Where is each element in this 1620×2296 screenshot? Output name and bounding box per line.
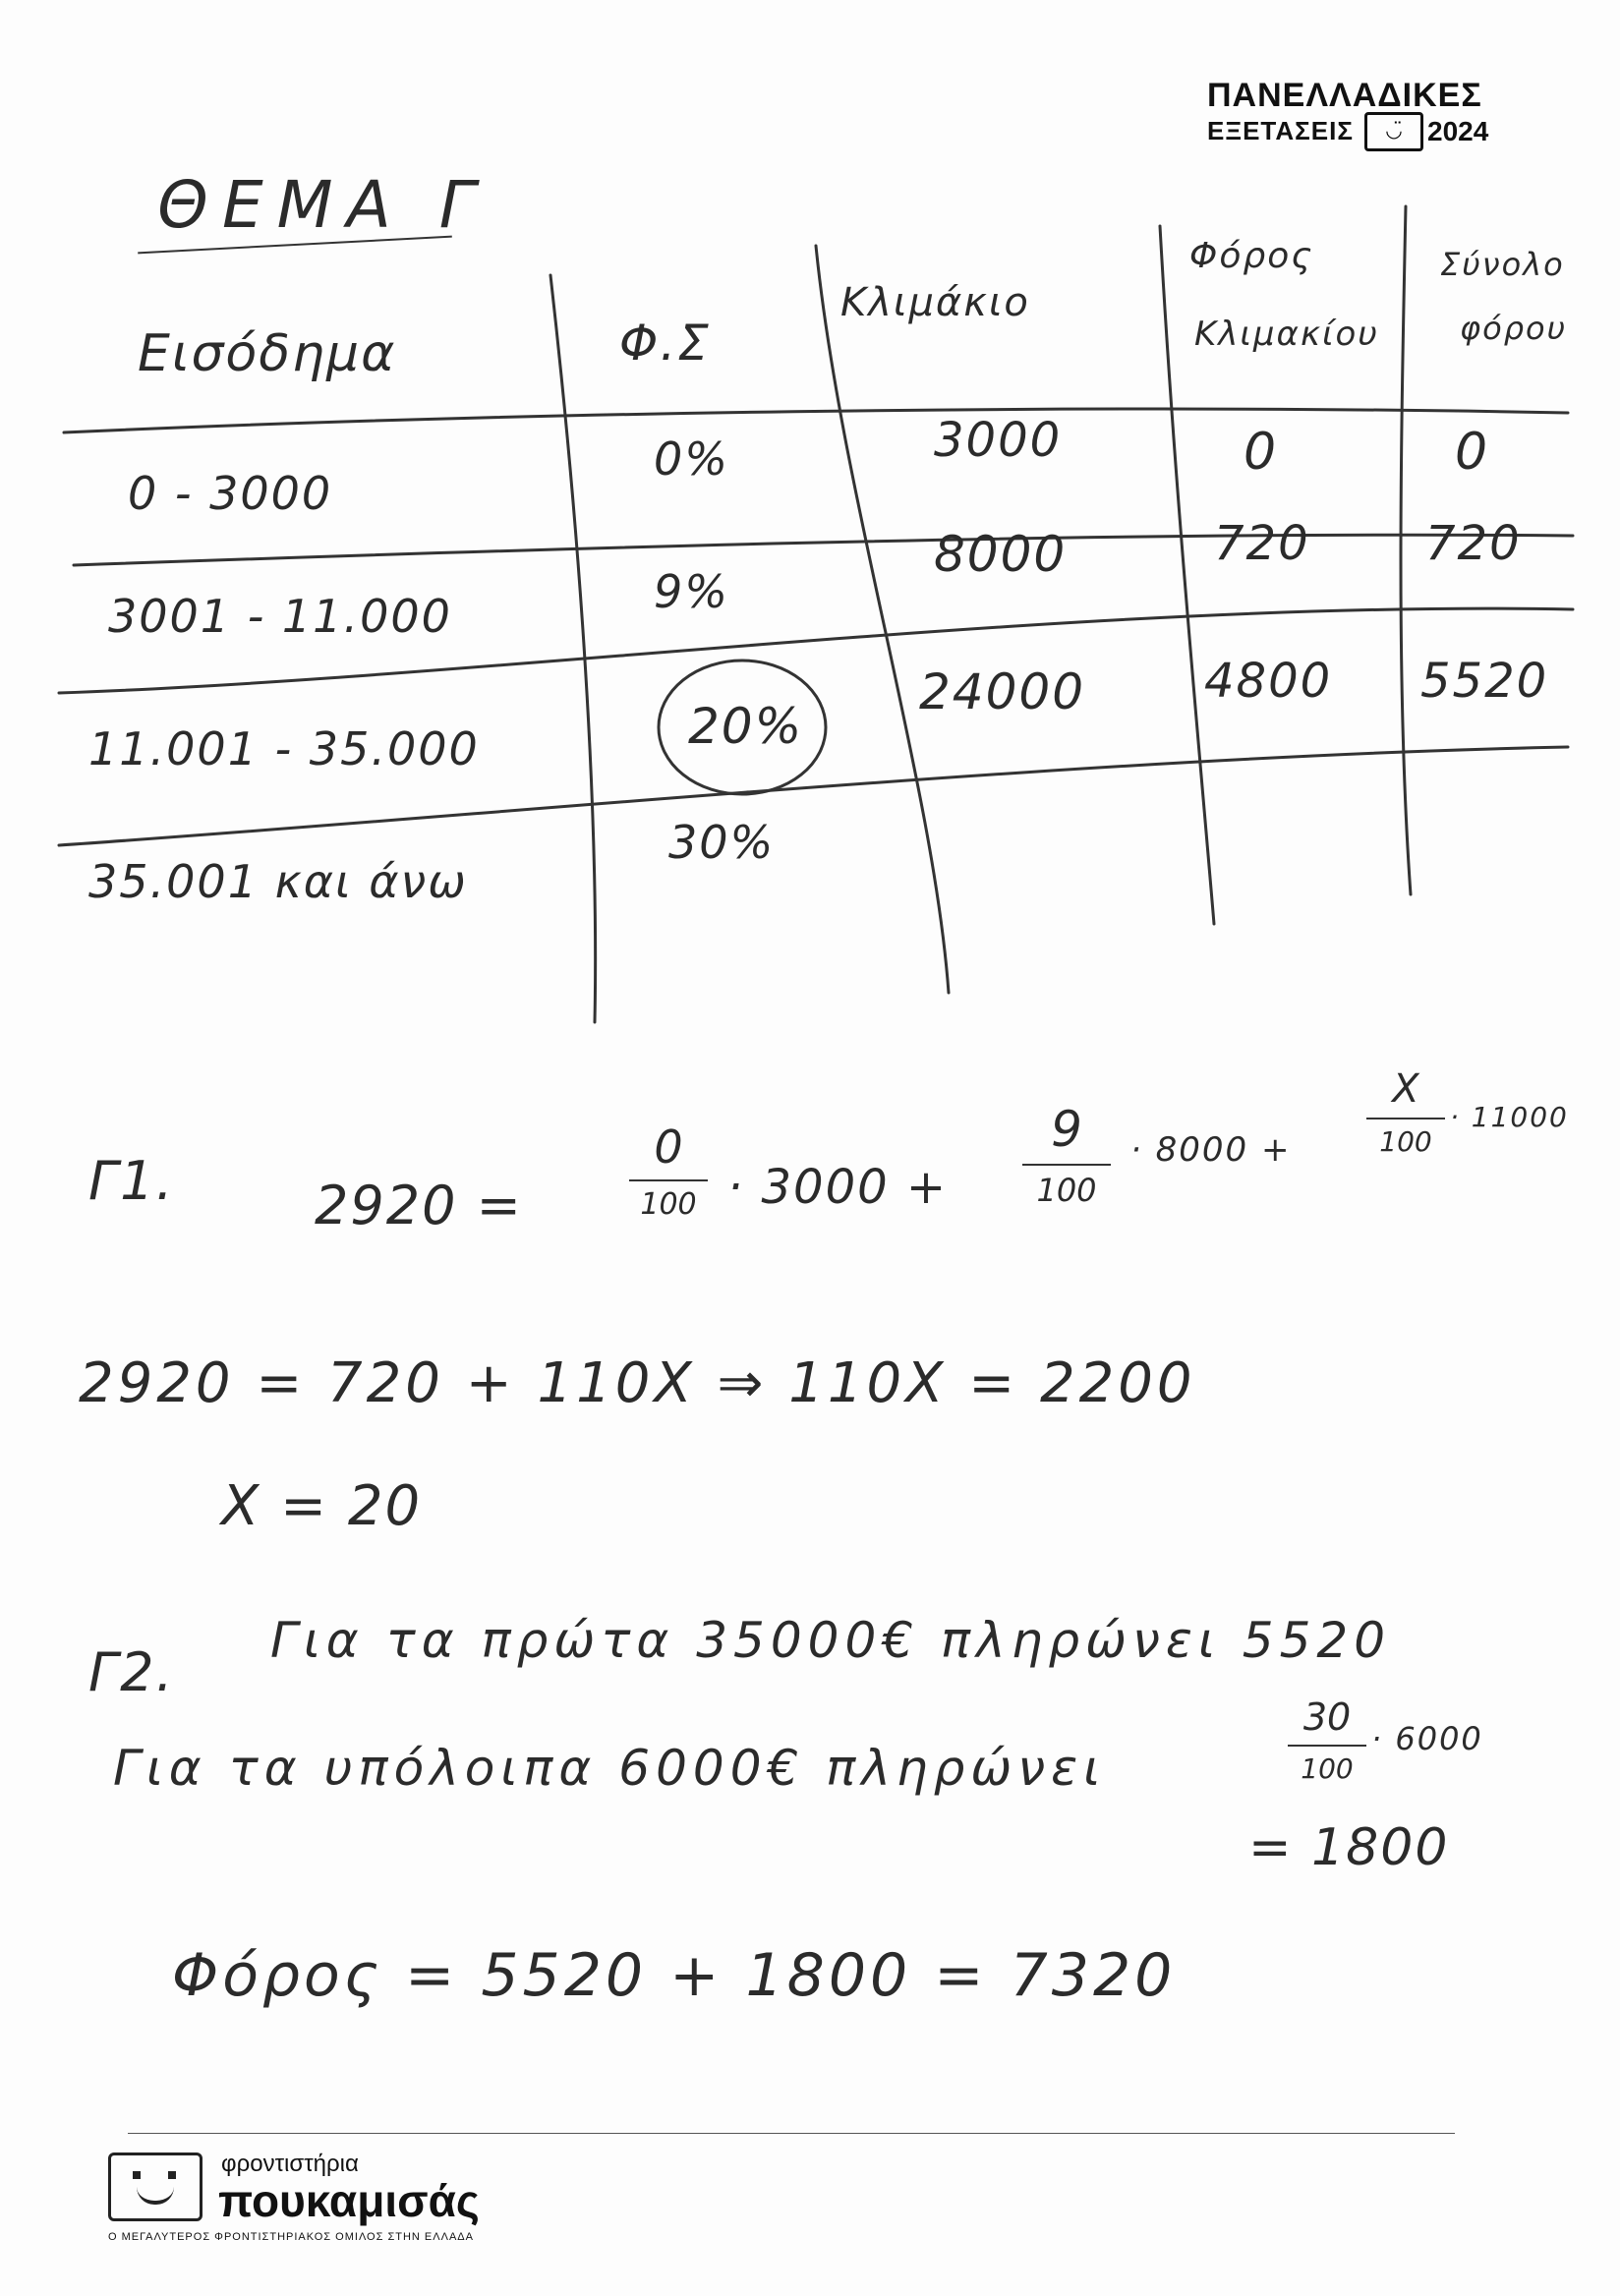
g1-fraction-2 <box>1022 1101 1111 1209</box>
table-row-2-rate: 9% <box>654 565 729 618</box>
fraction-bar <box>629 1179 708 1181</box>
table-row-2-total-tax: 720 <box>1425 516 1522 571</box>
footer-tagline: Ο ΜΕΓΑΛΥΤΕΡΟΣ ΦΡΟΝΤΙΣΤΗΡΙΑΚΟΣ ΟΜΙΛΟΣ ΣΤΗΝ ΕΛΛΑΔΑ <box>108 2231 474 2243</box>
g2-frac-den: 100 <box>1301 1752 1354 1785</box>
g1-f3-num: X <box>1392 1066 1419 1112</box>
g1-f2-num: 9 <box>1051 1101 1082 1158</box>
fraction-bar <box>1366 1118 1445 1119</box>
g1-f3-mult: · 11000 <box>1450 1101 1569 1133</box>
g2-line2: Για τα υπόλοιπα 6000€ πληρώνει <box>113 1740 1107 1797</box>
g2-line4: Φόρος = 5520 + 1800 = 7320 <box>172 1941 1177 2010</box>
table-row-3-bracket: 24000 <box>919 663 1086 720</box>
footer-divider <box>128 2133 1455 2134</box>
table-row-3-income: 11.001 - 35.000 <box>88 722 480 775</box>
g1-f1-den: 100 <box>640 1187 697 1222</box>
g1-f2-den: 100 <box>1036 1172 1097 1209</box>
g2-label: Γ2. <box>88 1641 175 1703</box>
fraction-bar <box>1288 1745 1366 1747</box>
g1-eq3: X = 20 <box>221 1474 423 1538</box>
page-title: ΘΕΜΑ Γ <box>157 167 490 243</box>
g1-f1-num: 0 <box>654 1120 683 1174</box>
g1-f3-den: 100 <box>1379 1125 1432 1158</box>
table-row-3-bracket-tax: 4800 <box>1204 654 1333 709</box>
g1-eq1-lhs: 2920 = <box>315 1175 523 1236</box>
header-bracket-tax-line1: Φόρος <box>1189 236 1314 276</box>
header-bracket: Κλιμάκιο <box>840 280 1030 325</box>
g2-line1: Για τα πρώτα 35000€ πληρώνει 5520 <box>270 1612 1392 1669</box>
g1-f2-mult: · 8000 + <box>1130 1130 1292 1170</box>
g2-line3: = 1800 <box>1248 1818 1450 1877</box>
table-row-1-total-tax: 0 <box>1455 423 1490 482</box>
header-income: Εισόδημα <box>138 324 397 383</box>
table-row-2-bracket-tax: 720 <box>1214 516 1310 571</box>
header-brand-line1: ΠΑΝΕΛΛΑΔΙΚΕΣ <box>1207 77 1482 114</box>
table-row-1-bracket: 3000 <box>934 413 1063 468</box>
g1-label: Γ1. <box>88 1150 175 1212</box>
footer-brand-small: φροντιστήρια <box>221 2151 359 2177</box>
footer-brand-name: πουκαμισάς <box>218 2175 480 2226</box>
table-row-2-bracket: 8000 <box>934 526 1068 583</box>
table-row-3-rate: 20% <box>688 698 804 755</box>
table-row-3-total-tax: 5520 <box>1420 654 1549 709</box>
header-total-tax-line2: φόρου <box>1460 310 1568 347</box>
table-row-1-income: 0 - 3000 <box>128 467 333 520</box>
table-row-4-rate: 30% <box>668 816 776 869</box>
table-row-4-income: 35.001 και άνω <box>88 855 468 908</box>
header-bracket-tax-line2: Κλιμακίου <box>1194 315 1379 354</box>
header-total-tax-line1: Σύνολο <box>1440 246 1565 283</box>
g1-fraction-1 <box>629 1120 708 1222</box>
table-row-1-rate: 0% <box>654 432 729 486</box>
g2-frac-num: 30 <box>1302 1695 1352 1739</box>
fraction-bar <box>1022 1164 1111 1166</box>
g2-fraction <box>1288 1695 1366 1785</box>
g1-eq2: 2920 = 720 + 110X ⇒ 110X = 2200 <box>79 1351 1196 1415</box>
g1-fraction-3 <box>1366 1066 1445 1158</box>
g2-frac-mult: · 6000 <box>1371 1720 1483 1757</box>
g1-f1-mult: · 3000 + <box>727 1160 949 1215</box>
table-row-1-bracket-tax: 0 <box>1244 423 1279 482</box>
header-brand-line2-left: ΕΞΕΤΑΣΕΙΣ <box>1207 116 1354 145</box>
smiley-logo-icon: ◡̈ <box>1364 112 1423 151</box>
footer-logo-icon <box>108 2152 202 2221</box>
header-rate: Φ.Σ <box>619 315 711 372</box>
table-row-2-income: 3001 - 11.000 <box>108 590 452 643</box>
header-brand-line2-right: 2024 <box>1427 116 1489 146</box>
